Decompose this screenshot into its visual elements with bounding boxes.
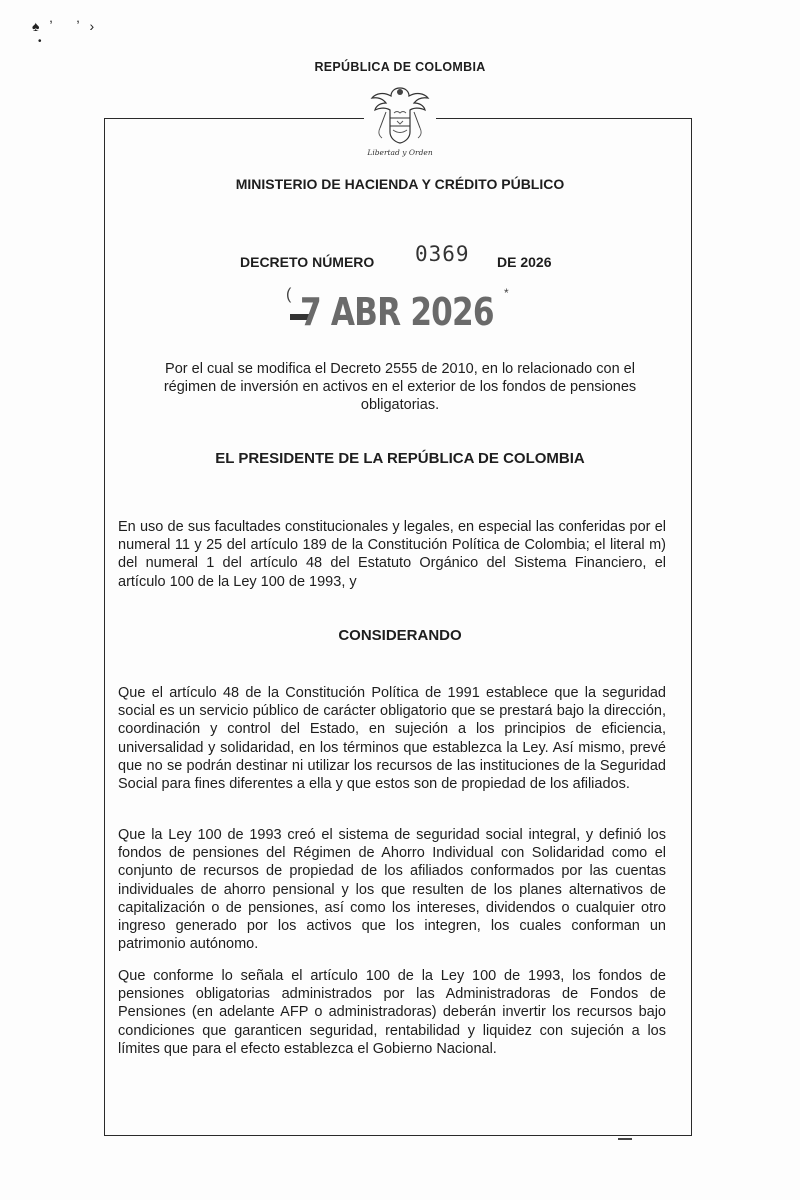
coat-of-arms-icon — [364, 82, 436, 148]
stamp-bracket: ( — [286, 286, 292, 303]
issuing-authority: EL PRESIDENTE DE LA REPÚBLICA DE COLOMBIA — [215, 450, 585, 467]
consideration-paragraph: Que la Ley 100 de 1993 creó el sistema de seguridad social integral, y definió los fondos de pensiones del Régimen de Ahorro Individual con Solidaridad como el conjunto de recursos de propiedad de los afiliados conformados por las cuentas individuales de ahorro pensional y los que resulten de los planes alternativos de capitalización o de pensiones, así como los intereses, dividendos o cualquier otro ingreso generado por los activos que los integren, los cuales conforman un patrimonio autónomo. — [118, 827, 666, 953]
motto-label: Libertad y Orden — [367, 148, 433, 157]
scan-artifact-mark — [618, 1138, 632, 1140]
decree-label: DECRETO NÚMERO — [240, 254, 375, 270]
consideration-paragraph: Que el artículo 48 de la Constitución Política de 1991 establece que la seguridad social es un servicio público de carácter obligatorio que se prestará bajo la dirección, coordinación y control del Estado, en sujeción a los principios de eficiencia, universalidad y solidaridad, en los términos que establezca la Ley. Así mismo, prevé que no se podrán destinar ni utilizar los recursos de las instituciones de la Seguridad Social para fines diferentes a ella y que estos son de propiedad de los afiliados. — [118, 685, 666, 793]
ministry-title: MINISTERIO DE HACIENDA Y CRÉDITO PÚBLICO — [235, 176, 565, 192]
considering-heading: CONSIDERANDO — [338, 627, 462, 644]
coat-of-arms — [364, 82, 436, 166]
stamp-asterisk: * — [504, 286, 509, 300]
date-stamp — [286, 284, 530, 340]
scan-artifact-marks: ♠ʼ ʼ› • — [32, 18, 105, 47]
consideration-paragraph: Que conforme lo señala el artículo 100 de la Ley 100 de 1993, los fondos de pensiones obligatorias administrados por las Administradoras de Fondos de Pensiones (en adelante AFP o administradoras) deberán invertir los recursos bajo condiciones que garanticen seguridad, rentabilidad y liquidez con sujeción a los límites que para el efecto establezca el Gobierno Nacional. — [118, 968, 666, 1057]
decree-year: DE 2026 — [497, 254, 552, 270]
stamp-date: 7 ABR 2026 — [300, 290, 494, 334]
country-header: REPÚBLICA DE COLOMBIA — [314, 60, 486, 74]
decree-number: 0369 — [415, 242, 470, 266]
legal-powers-paragraph: En uso de sus facultades constitucionales y legales, en especial las conferidas por el numeral 11 y 25 del artículo 189 de la Constitución Política de Colombia; el literal m) del numeral 1 del artículo 48 del Estatuto Orgánico del Sistema Financiero, el artículo 100 de la Ley 100 de 1993, y — [118, 519, 666, 590]
decree-abstract: Por el cual se modifica el Decreto 2555 de 2010, en lo relacionado con el régimen de inversión en activos en el exterior de los fondos de pensiones obligatorias. — [163, 361, 637, 413]
decree-line — [240, 242, 580, 282]
